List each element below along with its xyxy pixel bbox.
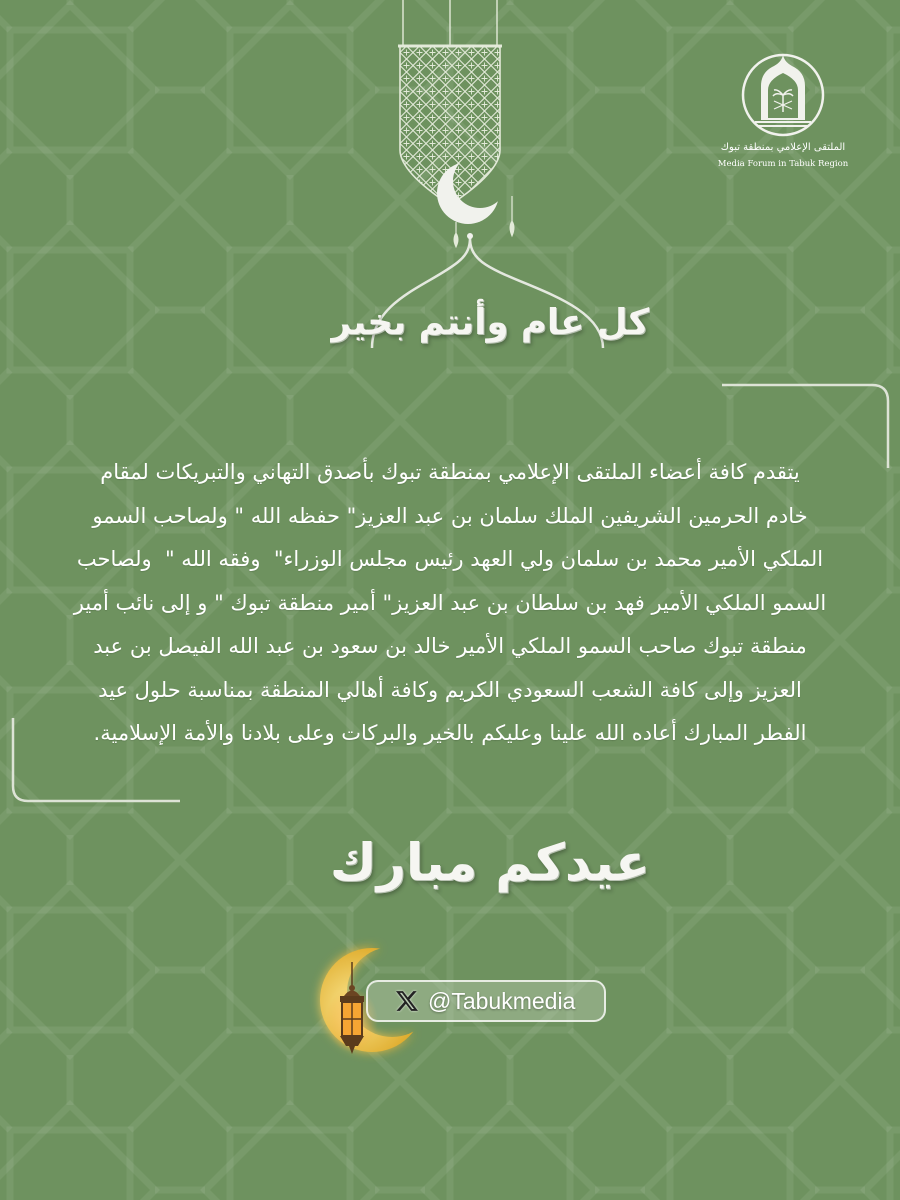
- x-logo-icon: [396, 990, 418, 1012]
- greeting-calligraphy: كل عام وأنتم بخير: [330, 302, 650, 343]
- hanging-chains: [403, 0, 497, 46]
- eid-mubarak-calligraphy: عيدكم مبارك: [330, 834, 650, 893]
- message-line: الملكي الأمير محمد بن سلمان ولي العهد رئيس مجلس الوزراء" وفقه الله " ولصاحب: [76, 547, 824, 571]
- message-line: العزيز وإلى كافة الشعب السعودي الكريم وكافة أهالي المنطقة بمناسبة حلول عيد: [98, 677, 802, 702]
- mosque-arch-emblem-icon: [743, 53, 823, 135]
- logo-name-arabic: الملتقى الإعلامي بمنطقة تبوك: [720, 142, 846, 153]
- message-line: الفطر المبارك أعاده الله علينا وعليكم بالخير والبركات وعلى بلادنا والأمة الإسلامية.: [93, 721, 807, 745]
- social-handle-text: @Tabukmedia: [428, 987, 576, 1014]
- message-line: منطقة تبوك صاحب السمو الملكي الأمير خالد بن سعود بن عبد الله الفيصل بن عبد: [93, 634, 807, 658]
- message-line: يتقدم كافة أعضاء الملتقى الإعلامي بمنطقة تبوك بأصدق التهاني والتبريكات لمقام: [100, 460, 800, 484]
- message-line: السمو الملكي الأمير فهد بن سلطان بن عبد العزيز" أمير منطقة تبوك " و إلى نائب أمير: [73, 590, 827, 615]
- logo-name-english: Media Forum in Tabuk Region: [717, 159, 849, 169]
- social-handle-badge: [366, 980, 606, 1022]
- crescent-moon-icon: [437, 162, 499, 224]
- eid-greeting-message: [25, 451, 875, 756]
- message-line: خادم الحرمين الشريفين الملك سلمان بن عبد العزيز" حفظه الله " ولصاحب السمو: [92, 503, 808, 528]
